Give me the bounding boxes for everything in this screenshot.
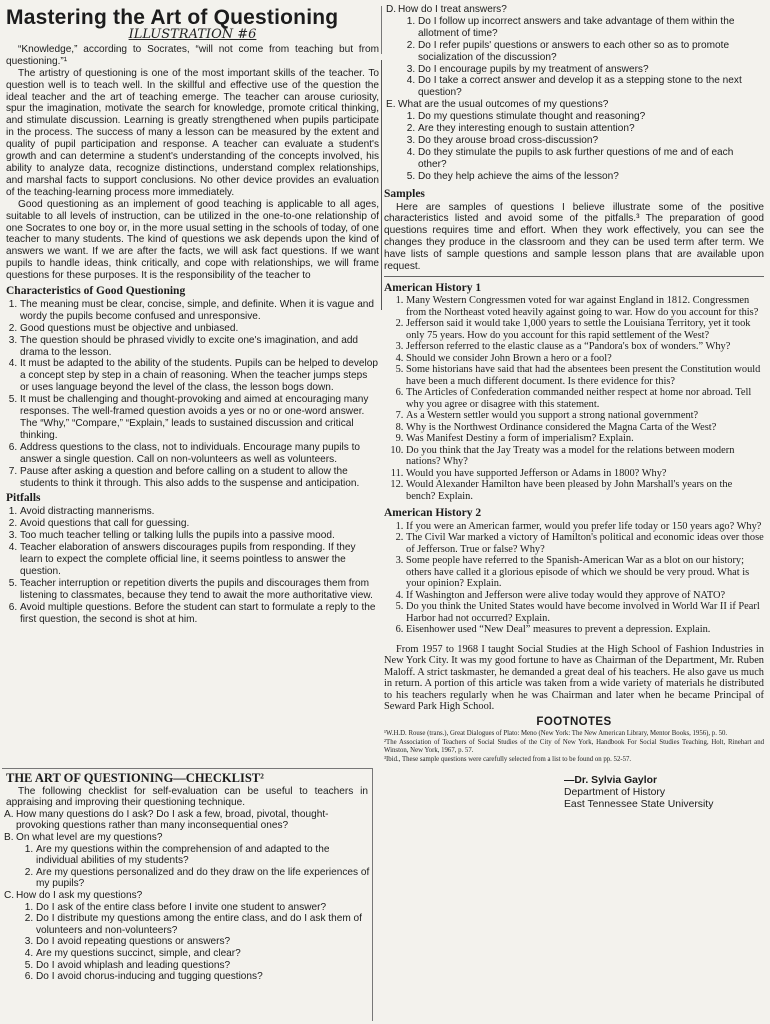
pitfalls-list [6,506,379,625]
checklist-items [16,844,372,890]
author-name: —Dr. Sylvia Gaylor [564,774,657,786]
question-item: 11. Would you have supported Jefferson or Adams in 1800? Why? [406,468,764,480]
question-item: 4. If Washington and Jefferson were alive today would they approve of NATO? [406,590,764,602]
question-item: 6. The Articles of Confederation commanded neither respect at home nor abroad. Tell why you agree or disagree with this statement. [406,387,764,410]
list-item: 1. Are my questions within the comprehension of and adapted to the individual abilities of my students? [36,844,372,867]
list-item: 2. Good questions must be objective and unbiased. [20,323,379,335]
question-item: 1. If you were an American farmer, would you prefer life today or 150 years ago? Why? [406,521,764,533]
history1-questions [384,295,764,502]
samples-heading: Samples [384,187,425,200]
checklist-section [2,832,372,890]
list-item: 6. Address questions to the class, not to individuals. Encourage many pupils to answer a single question. Call on non-volunteers as well as volunteers. [20,442,379,466]
question-item: 8. Why is the Northwest Ordinance considered the Magna Carta of the West? [406,422,764,434]
question-item: 10. Do you think that the Jay Treaty was a model for the relations between modern nations? Why? [406,445,764,468]
list-item: 6. Do I avoid chorus-inducing and tugging questions? [36,971,372,983]
list-item: 6. Avoid multiple questions. Before the student can start to formulate a reply to the first question, the second is shot at him. [20,602,379,626]
question-item: 4. Should we consider John Brown a hero or a fool? [406,353,764,365]
pitfalls-heading: Pitfalls [6,492,41,505]
question-item: 1. Many Western Congressmen voted for war against England in 1812. Congressmen from the Northeast voted heavily against going to war. How do you account for this? [406,295,764,318]
list-item: 5. It must be challenging and thought-provoking and aimed at encouraging many responses. The well-framed question avoids a yes or no or one-word answer. The “Why,” “Compare,” “Explain,” leads to sustained discussion and critical thinking. [20,394,379,442]
question-item: 12. Would Alexander Hamilton have been pleased by John Marshall's years on the bench? Explain. [406,479,764,502]
checklist-items [398,16,764,99]
checklist-items [16,902,372,983]
list-item: 5. Do I avoid whiplash and leading questions? [36,960,372,972]
footnote: ¹W.H.D. Rouse (trans.), Great Dialogues of Plato: Meno (New York: The New American Library, Mentor Books, 1956), p. 50. [384,730,728,738]
checklist-sections [2,809,372,983]
history1-section [384,283,764,636]
list-item: 1. The meaning must be clear, concise, simple, and definite. When it is vague and wordy the pupils become confused and unresponsive. [20,299,379,323]
list-item: 1. Avoid distracting mannerisms. [20,506,379,518]
list-item: 2. Do I distribute my questions among the entire class, and do I ask them of volunteers and non-volunteers? [36,913,372,936]
section-text: What are the usual outcomes of my questions? [398,99,609,111]
section-letter: A. [4,808,14,820]
footnote: ²The Association of Teachers of Social Studies of the City of New York, Handbook For Social Studies Teaching, Holt, Rinehart and Winston, New York, 1967, p. 57. [384,738,764,755]
list-item: 3. Too much teacher telling or talking lulls the pupils into a passive mood. [20,530,379,542]
checklist-title: THE ART OF QUESTIONING—CHECKLIST² [6,771,264,785]
footnotes [384,730,764,764]
right-column [384,4,764,1020]
checklist-section [2,890,372,983]
list-item: 4. Are my questions succinct, simple, and clear? [36,948,372,960]
footnote: ³Ibid., These sample questions were carefully selected from a list to be found on pp. 52-57. [384,756,632,764]
list-item: 7. Pause after asking a question and before calling on a student to allow the students to think it through. This also adds to the suspense and anticipation. [20,466,379,490]
list-item: 2. Do I refer pupils' questions or answers to each other so as to promote socialization of the discussion? [418,40,764,64]
history2-heading: American History 2 [384,507,482,520]
question-item: 9. Was Manifest Destiny a form of imperialism? Explain. [406,433,764,445]
left-column [6,4,379,748]
question-item: 2. Jefferson said it would take 1,000 years to settle the Louisiana Territory, yet it took only 75 years. How do you account for this rapid settlement of the West? [406,318,764,341]
handwritten-annotation: ILLUSTRATION #6 [128,27,257,42]
section-letter: E. [386,99,396,111]
section-text: How do I treat answers? [398,4,507,15]
list-item: 1. Do I follow up incorrect answers and take advantage of them within the allotment of time? [418,16,764,40]
list-item: 2. Are my questions personalized and do they draw on the life experiences of my pupils? [36,867,372,890]
checklist-items [398,111,764,182]
section-rule [384,276,764,277]
list-item: 4. Do they stimulate the pupils to ask further questions of me and of each other? [418,147,764,171]
intro-paragraph: The artistry of questioning is one of the most important skills of the teacher. To question well is to teach well. In the skillful and effective use of the question the ideal teacher and the art of teaching emerge. The teacher can arouse curiosity, spur the imagination, motivate the search for knowledge, promote critical thinking, and stimulate discussion. Learning is greatly strengthened when pupils participate in the process. The success of many a lesson can be measured by the extent and quality of pupil participation and response. A teacher can evaluate a student's growth and can determine a student's understanding of the concepts involved, his ability to analyze data, recognize distinctions, understand complex relationships, and marshal facts to support conclusions. No other device provides an evaluation of the teaching-learning process more immediately. [6,67,379,198]
question-item: 5. Do you think the United States would have become involved in World War II if Pearl Harbor had not occurred? Explain. [406,601,764,624]
list-item: 5. Do they help achieve the aims of the lesson? [418,171,764,183]
list-item: 2. Are they interesting enough to sustain attention? [418,123,764,135]
section-text: How do I ask my questions? [16,889,143,901]
list-item: 4. It must be adapted to the ability of the students. Pupils can be helped to develop a concept step by step in a chain of reasoning. When the teacher jumps steps or uses language beyond the level of the class, the lesson bogs down. [20,358,379,394]
checklist-intro: The following checklist for self-evaluation can be useful to teachers in appraising and improving their questioning technique. [6,785,368,809]
author-signature [564,775,764,811]
question-item: 3. Jefferson referred to the elastic clause as a “Pandora's box of wonders.” Why? [406,341,764,353]
question-item: 7. As a Western settler would you support a strong national government? [406,410,764,422]
question-item: 6. Eisenhower used “New Deal” measures to prevent a depression. Explain. [406,624,764,636]
question-item: 2. The Civil War marked a victory of Hamilton's political and economic ideas over those of Jefferson. True or false? Why? [406,532,764,555]
list-item: 1. Do my questions stimulate thought and reasoning? [418,111,764,123]
intro-paragraph: Good questioning as an implement of good teaching is applicable to all ages, suitable to all levels of instruction, can be utilized in the one-to-one relationship of one Socrates to one boy or, in the more usual setting in the schools of today, of one teacher to many students. The kind of questions we ask depends upon the kind of answers we want. If we are after the facts, we will ask fact questions. If we want pupils to handle ideas, think critically, and cope with relationships, we will frame questions for these purposes. It is the responsibility of the teacher to [6,198,379,282]
section-text: How many questions do I ask? Do I ask a few, broad, pivotal, thought-provoking questions rather than many inconsequential ones? [16,808,329,832]
list-item: 4. Teacher elaboration of answers discourages pupils from responding. If they learn to expect the complete official line, it seems pointless to answer the question. [20,542,379,578]
article-title: Mastering the Art of Questioning [6,6,339,29]
checklist-section [2,809,372,832]
characteristics-list [6,299,379,490]
section-letter: B. [4,831,14,843]
intro-paragraph: “Knowledge,” according to Socrates, “will not come from teaching but from questioning.”¹ [6,43,379,67]
question-item: 3. Some people have referred to the Spanish-American War as a blot on our history; others have called it a glorious episode of which we should be very proud. What is your opinion? Explain. [406,555,764,590]
list-item: 5. Teacher interruption or repetition diverts the pupils and discourages them from listening to classmates, because they tend to await the more authoritative view. [20,578,379,602]
checklist-section [384,99,764,182]
section-letter: C. [4,889,15,901]
list-item: 3. Do they arouse broad cross-discussion? [418,135,764,147]
author-department: Department of History [564,786,666,798]
list-item: 2. Avoid questions that call for guessing. [20,518,379,530]
column-divider [381,60,382,310]
list-item: 1. Do I ask of the entire class before I invite one student to answer? [36,902,372,914]
history1-heading: American History 1 [384,281,482,294]
samples-paragraph: Here are samples of questions I believe illustrate some of the positive characteristics listed and avoid some of the pitfalls.³ The preparation of good questions requires time and effort. When they work effectively, you can see the changes they produce in the classroom and they can be used term after term. We have lists of sample questions and sample lesson plans that are available upon request. [384,201,764,273]
list-item: 3. Do I avoid repeating questions or answers? [36,936,372,948]
footnotes-heading: FOOTNOTES [536,716,612,729]
section-text: On what level are my questions? [16,831,163,843]
author-university: East Tennessee State University [564,798,714,810]
list-item: 3. Do I encourage pupils by my treatment of answers? [418,64,764,76]
list-item: 4. Do I take a correct answer and develop it as a stepping stone to the next question? [418,75,764,99]
list-item: 3. The question should be phrased vividly to excite one's imagination, and add drama to the lesson. [20,335,379,359]
question-item: 5. Some historians have said that had the absentees been present the Constitution would have been a much different document. Is there evidence for this? [406,364,764,387]
checklist-section [384,4,764,99]
column-divider [381,6,382,54]
section-letter: D. [386,4,397,15]
checklist-box [2,768,373,1021]
history2-questions [384,521,764,636]
checklist-continued [384,4,764,183]
author-bio: From 1957 to 1968 I taught Social Studies at the High School of Fashion Industries in New York City. It was my good fortune to have as Chairman of the Department, Mr. Ruben Maloff. A strict taskmaster, he demanded a great deal of his teachers. He also gave us much in return. A portion of this article was taken from a wide variety of materials he distributed to his teachers regularly when he was Chairman and later when he became Principal of Seward Park High School. [384,643,764,712]
characteristics-heading: Characteristics of Good Questioning [6,285,186,298]
